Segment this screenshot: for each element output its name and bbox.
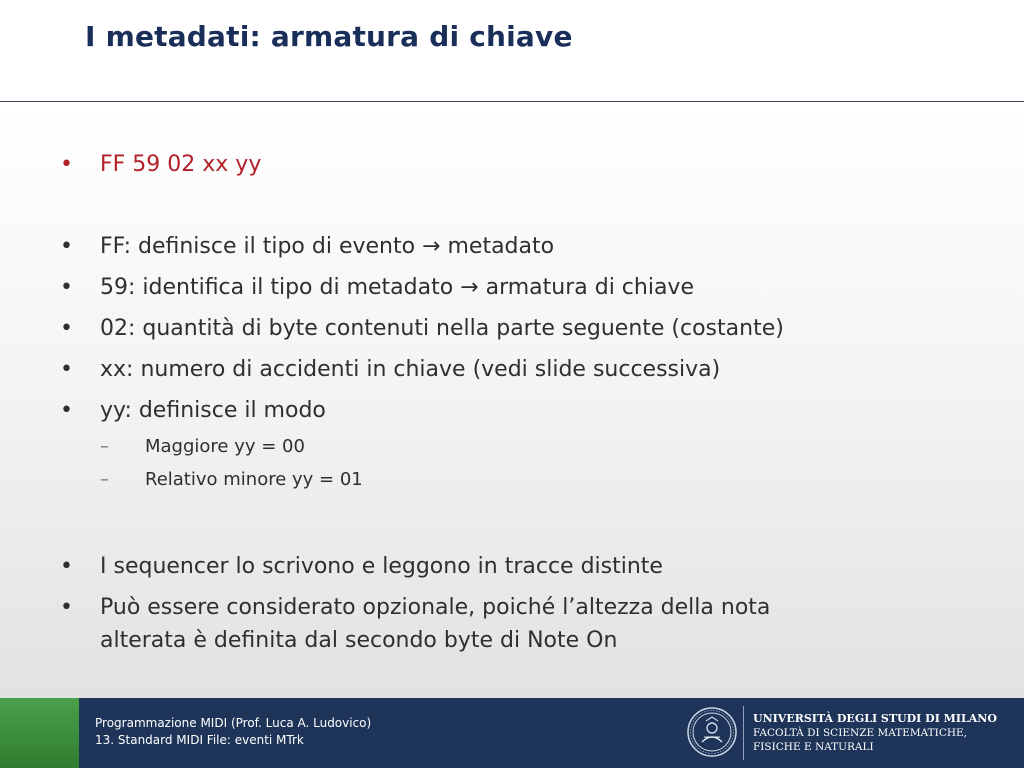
- title-divider: [0, 101, 1024, 102]
- sub-bullet-text: Relativo minore yy = 01: [145, 469, 363, 490]
- sub-bullet-text: Maggiore yy = 00: [145, 436, 305, 457]
- bullet-marker: •: [60, 234, 73, 259]
- bullet-text: FF 59 02 xx yy: [100, 152, 262, 177]
- lesson-title: 13. Standard MIDI File: eventi MTrk: [95, 733, 304, 747]
- sub-bullet-marker: –: [100, 436, 109, 457]
- slide-footer: [0, 698, 1024, 768]
- footer-accent-block: [0, 698, 79, 768]
- logo-separator: [743, 706, 744, 760]
- bullet-marker: •: [60, 398, 73, 423]
- bullet-text: FF: definisce il tipo di evento → metadato: [100, 234, 555, 259]
- bullet-text: Può essere considerato opzionale, poiché l’altezza della nota: [100, 595, 771, 620]
- bullet-text: 59: identifica il tipo di metadato → armatura di chiave: [100, 275, 694, 300]
- bullet-text: yy: definisce il modo: [100, 398, 326, 423]
- course-title: Programmazione MIDI (Prof. Luca A. Ludovico): [95, 716, 372, 730]
- slide-title: I metadati: armatura di chiave: [85, 20, 573, 53]
- faculty-name-line1: FACOLTÀ DI SCIENZE MATEMATICHE,: [753, 727, 968, 739]
- university-seal-icon: [686, 706, 738, 758]
- bullet-text: alterata è definita dal secondo byte di Note On: [100, 628, 618, 653]
- university-name-block: [753, 712, 997, 754]
- bullet-marker: •: [60, 595, 73, 620]
- footer-course-info: [95, 715, 371, 749]
- bullet-marker: •: [60, 152, 73, 177]
- bullet-marker: •: [60, 554, 73, 579]
- bullet-text: 02: quantità di byte contenuti nella parte seguente (costante): [100, 316, 784, 341]
- faculty-name-line2: FISICHE E NATURALI: [753, 741, 874, 753]
- bullet-text: xx: numero di accidenti in chiave (vedi slide successiva): [100, 357, 721, 382]
- bullet-marker: •: [60, 357, 73, 382]
- bullet-text: I sequencer lo scrivono e leggono in tracce distinte: [100, 554, 663, 579]
- bullet-marker: •: [60, 316, 73, 341]
- university-name: UNIVERSITÀ DEGLI STUDI DI MILANO: [753, 712, 997, 725]
- sub-bullet-marker: –: [100, 469, 109, 490]
- bullet-marker: •: [60, 275, 73, 300]
